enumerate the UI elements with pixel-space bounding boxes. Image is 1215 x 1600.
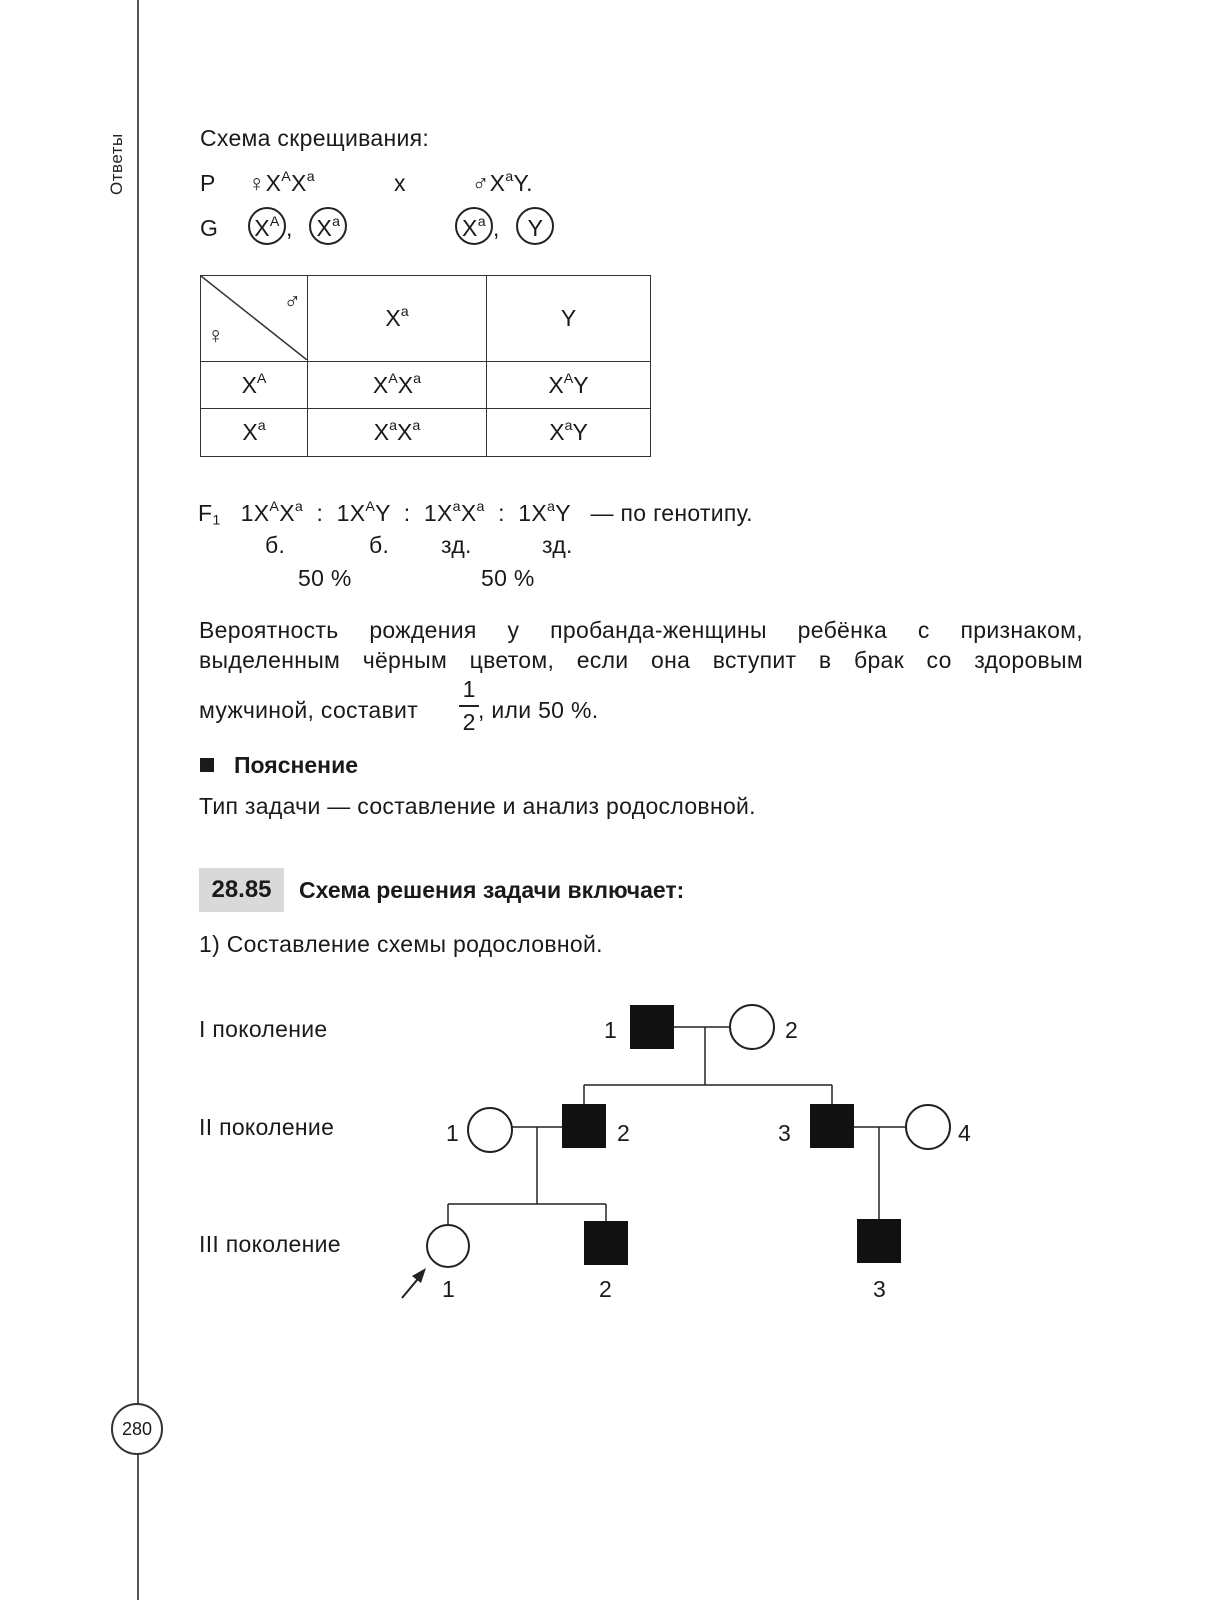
fraction-numerator: 1 <box>462 676 476 702</box>
individual-number: 2 <box>785 1017 799 1043</box>
phenotype-label: зд. <box>441 532 472 558</box>
affected-male-square <box>810 1104 854 1148</box>
phenotype-label: б. <box>369 532 390 558</box>
female-gametes: $X^A$ , $X^a$ <box>248 207 347 245</box>
male-parent-genotype: $♂X^aY$. <box>472 169 533 196</box>
affected-male-square <box>562 1104 606 1148</box>
probability-line: мужчиной, составит <box>199 697 419 723</box>
affected-male-square <box>857 1219 901 1263</box>
genotype-cell: $X^AX^a$ <box>308 362 487 409</box>
probability-line-end: , или 50 %. <box>478 697 599 723</box>
row-header: $X^a$ <box>201 409 308 457</box>
probability-line: Вероятность рождения у пробанда-женщины ребёнка с признаком, <box>199 617 1083 643</box>
gametes-label: G <box>200 215 219 241</box>
row-header: $X^A$ <box>201 362 308 409</box>
female-symbol: ♀ <box>207 322 225 348</box>
genotype-cell: $X^aY$ <box>487 409 651 457</box>
phenotype-label: зд. <box>542 532 573 558</box>
proband-female-circle <box>427 1225 469 1267</box>
genotype-cell: $X^AY$ <box>487 362 651 409</box>
individual-number: 1 <box>446 1120 460 1146</box>
generation-label: II поколение <box>199 1114 335 1140</box>
gamete-circle: $X^a$ <box>309 207 347 245</box>
female-circle <box>468 1108 512 1152</box>
gamete-circle: $X^A$ <box>248 207 286 245</box>
fraction-denominator: 2 <box>462 709 476 735</box>
female-circle <box>906 1105 950 1149</box>
percent-label: 50 % <box>298 565 352 591</box>
col-header: $X^a$ <box>308 276 487 362</box>
affected-male-square <box>584 1221 628 1265</box>
task-number: 28.85 <box>199 868 284 912</box>
cross-title: Схема скрещивания: <box>200 125 430 151</box>
col-header: Y <box>487 276 651 362</box>
generation-label: I поколение <box>199 1016 328 1042</box>
male-symbol: ♂ <box>472 170 490 196</box>
page-number: 280 <box>111 1403 163 1455</box>
task-step: 1) Составление схемы родословной. <box>199 931 603 957</box>
explanation-heading: Пояснение <box>200 752 358 779</box>
section-label: Ответы <box>107 133 126 195</box>
cross-sign: x <box>394 170 406 196</box>
individual-number: 3 <box>873 1276 887 1302</box>
male-gametes: $X^a$ , Y <box>455 207 554 245</box>
individual-number: 2 <box>599 1276 613 1302</box>
f1-ratio-line: $F_1$ $1X^AX^a$ : $1X^AY$ : $1X^aX^a$ : $1X^aY$ — по генотипу. <box>198 499 753 529</box>
parents-label: P <box>200 170 216 196</box>
individual-number: 1 <box>442 1276 456 1302</box>
generation-label: III поколение <box>199 1231 341 1257</box>
female-parent-genotype: $♀X^AX^a$ <box>248 169 315 196</box>
genotype-cell: $X^aX^a$ <box>308 409 487 457</box>
female-symbol: ♀ <box>248 170 266 196</box>
affected-male-square <box>630 1005 674 1049</box>
individual-number: 3 <box>778 1120 792 1146</box>
individual-number: 1 <box>604 1017 618 1043</box>
individual-number: 2 <box>617 1120 631 1146</box>
explanation-text: Тип задачи — составление и анализ родословной. <box>199 793 756 819</box>
gamete-circle: $X^a$ <box>455 207 493 245</box>
phenotype-label: б. <box>265 532 286 558</box>
female-circle <box>730 1005 774 1049</box>
individual-number: 4 <box>958 1120 972 1146</box>
gamete-circle: Y <box>516 207 554 245</box>
probability-line: выделенным чёрным цветом, если она вступит в брак со здоровым <box>199 647 1083 673</box>
male-symbol: ♂ <box>283 288 301 314</box>
proband-arrow-icon <box>402 1268 426 1298</box>
task-title: Схема решения задачи включает: <box>299 877 685 903</box>
percent-label: 50 % <box>481 565 535 591</box>
